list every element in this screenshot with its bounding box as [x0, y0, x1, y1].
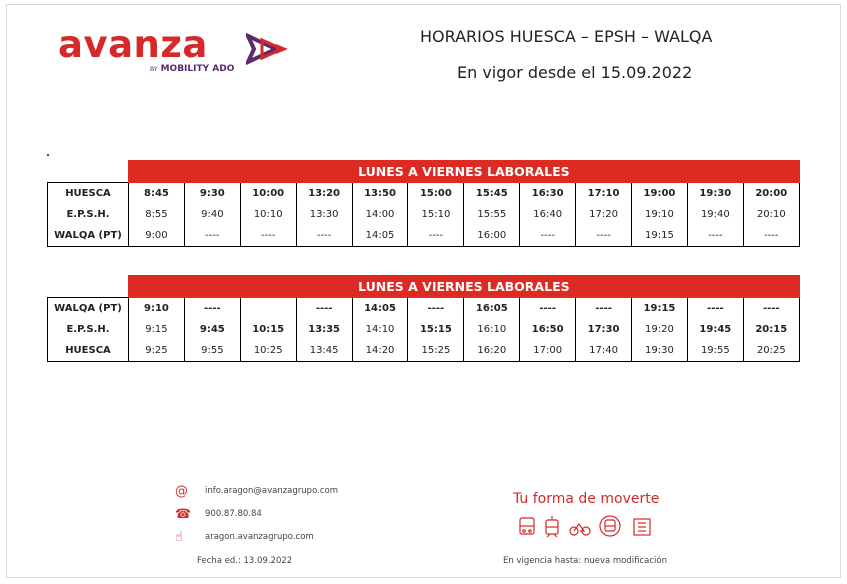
- validity-note: En vigencia hasta: nueva modificación: [503, 556, 667, 566]
- departure-time: 14:05: [352, 298, 408, 320]
- tagline: Tu forma de moverte: [513, 491, 660, 507]
- departure-time: ----: [240, 225, 296, 247]
- departure-time: 9:15: [129, 319, 185, 340]
- email-text[interactable]: info.aragon@avanzagrupo.com: [205, 486, 338, 496]
- departure-time: ----: [296, 298, 352, 320]
- blank-corner: [48, 161, 129, 183]
- departure-time: 20:25: [743, 340, 799, 362]
- departure-time: ----: [408, 298, 464, 320]
- schedule-table-return: [47, 275, 800, 362]
- departure-time: ----: [576, 298, 632, 320]
- departure-time: 15:25: [408, 340, 464, 362]
- departure-time: ----: [687, 225, 743, 247]
- departure-time: 14:10: [352, 319, 408, 340]
- departure-time: 17:30: [576, 319, 632, 340]
- departure-time: 16:05: [464, 298, 520, 320]
- departure-time: 13:45: [296, 340, 352, 362]
- departure-time: 10:00: [240, 183, 296, 205]
- stray-dot: [47, 154, 49, 156]
- departure-time: ----: [296, 225, 352, 247]
- departure-time: 9:10: [129, 298, 185, 320]
- departure-time: 17:40: [576, 340, 632, 362]
- departure-time: 14:00: [352, 204, 408, 225]
- page-title: HORARIOS HUESCA – EPSH – WALQA: [420, 27, 713, 46]
- edition-date: Fecha ed.: 13.09.2022: [197, 556, 293, 566]
- stop-name: E.P.S.H.: [48, 319, 129, 340]
- departure-time: 9:55: [184, 340, 240, 362]
- departure-time: 9:45: [184, 319, 240, 340]
- avanza-logo: [58, 23, 235, 74]
- departure-time: 19:45: [687, 319, 743, 340]
- contact-email: [175, 484, 338, 499]
- departure-time: 20:00: [743, 183, 799, 205]
- building-icon: [634, 519, 650, 535]
- departure-time: 16:50: [520, 319, 576, 340]
- departure-time: 13:20: [296, 183, 352, 205]
- logo-subtitle: [150, 64, 234, 74]
- departure-time: 15:15: [408, 319, 464, 340]
- departure-time: 16:00: [464, 225, 520, 247]
- table-row: [48, 204, 800, 225]
- logo-by: BY: [150, 66, 158, 73]
- departure-time: 15:45: [464, 183, 520, 205]
- stop-name: WALQA (PT): [48, 225, 129, 247]
- table-row: [48, 298, 800, 320]
- departure-time: 13:50: [352, 183, 408, 205]
- departure-time: 9:25: [129, 340, 185, 362]
- departure-time: ----: [520, 225, 576, 247]
- departure-time: 19:20: [632, 319, 688, 340]
- departure-time: ----: [743, 225, 799, 247]
- departure-time: 9:40: [184, 204, 240, 225]
- departure-time: 20:15: [743, 319, 799, 340]
- departure-time: 8:55: [129, 204, 185, 225]
- departure-time: 19:10: [632, 204, 688, 225]
- departure-time: 16:40: [520, 204, 576, 225]
- departure-time: 19:30: [687, 183, 743, 205]
- transport-icons: [518, 515, 658, 539]
- table-row: [48, 225, 800, 247]
- departure-time: ----: [743, 298, 799, 320]
- departure-time: 13:30: [296, 204, 352, 225]
- departure-time: 8:45: [129, 183, 185, 205]
- departure-time: 17:00: [520, 340, 576, 362]
- table-header: LUNES A VIERNES LABORALES: [129, 276, 800, 298]
- departure-time: ----: [576, 225, 632, 247]
- bus-icon: [520, 518, 534, 534]
- departure-time: 10:10: [240, 204, 296, 225]
- departure-time: 10:15: [240, 319, 296, 340]
- departure-time: 15:55: [464, 204, 520, 225]
- departure-time: 13:35: [296, 319, 352, 340]
- departure-time: 14:20: [352, 340, 408, 362]
- table-header: LUNES A VIERNES LABORALES: [129, 161, 800, 183]
- departure-time: 19:00: [632, 183, 688, 205]
- table-row: [48, 340, 800, 362]
- departure-time: 15:10: [408, 204, 464, 225]
- stop-name: WALQA (PT): [48, 298, 129, 320]
- contact-web: [175, 530, 314, 545]
- departure-time: 9:00: [129, 225, 185, 247]
- departure-time: 19:40: [687, 204, 743, 225]
- departure-time: 20:10: [743, 204, 799, 225]
- phone-icon: ☎: [175, 507, 192, 522]
- page-subtitle: En vigor desde el 15.09.2022: [457, 63, 693, 82]
- web-text[interactable]: aragon.avanzagrupo.com: [205, 532, 314, 542]
- departure-time: 16:30: [520, 183, 576, 205]
- departure-time: 19:30: [632, 340, 688, 362]
- departure-time: 16:20: [464, 340, 520, 362]
- departure-time: 14:05: [352, 225, 408, 247]
- departure-time: 15:00: [408, 183, 464, 205]
- departure-time: 10:25: [240, 340, 296, 362]
- pointer-hand-icon: ☝: [175, 530, 183, 545]
- tram-icon: [546, 516, 558, 537]
- contact-phone: [175, 507, 262, 522]
- departure-time: ----: [184, 298, 240, 320]
- departure-time: 17:20: [576, 204, 632, 225]
- departure-time: 17:10: [576, 183, 632, 205]
- schedule-table-outbound: [47, 160, 800, 247]
- train-icon: [600, 516, 620, 536]
- departure-time: 19:15: [632, 225, 688, 247]
- stop-name: HUESCA: [48, 340, 129, 362]
- departure-time: [240, 298, 296, 320]
- departure-time: 19:55: [687, 340, 743, 362]
- blank-corner: [48, 276, 129, 298]
- stop-name: HUESCA: [48, 183, 129, 205]
- departure-time: ----: [687, 298, 743, 320]
- table-row: [48, 319, 800, 340]
- bike-icon: [570, 524, 590, 535]
- departure-time: 9:30: [184, 183, 240, 205]
- departure-time: ----: [408, 225, 464, 247]
- stop-name: E.P.S.H.: [48, 204, 129, 225]
- table-row: [48, 183, 800, 205]
- departure-time: ----: [520, 298, 576, 320]
- logo-mobility: MOBILITY ADO: [160, 64, 235, 74]
- departure-time: 16:10: [464, 319, 520, 340]
- logo-wordmark: avanza: [58, 23, 208, 66]
- at-icon: @: [175, 484, 188, 499]
- logo-chevron-icon: [246, 32, 298, 66]
- phone-text[interactable]: 900.87.80.84: [205, 509, 262, 519]
- departure-time: 19:15: [632, 298, 688, 320]
- departure-time: ----: [184, 225, 240, 247]
